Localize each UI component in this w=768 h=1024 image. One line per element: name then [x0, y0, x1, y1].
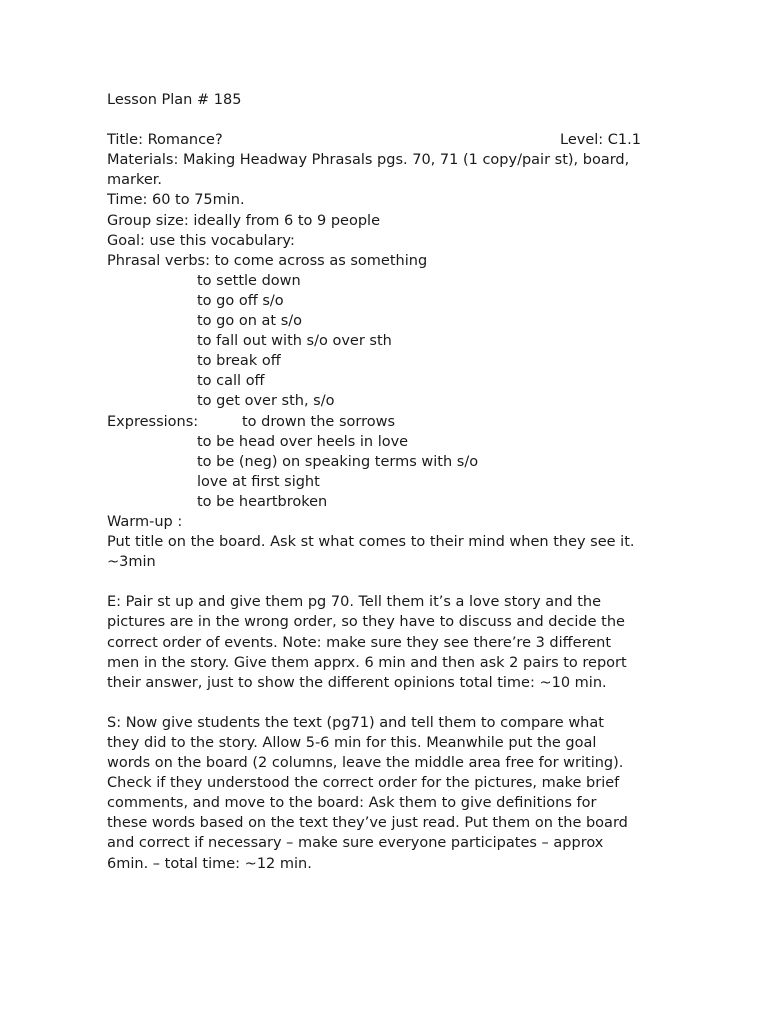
lesson-plan-heading: Lesson Plan # 185 — [107, 92, 242, 108]
phrasal-verb-item: to fall out with s/o over sth — [197, 333, 392, 350]
title-row — [107, 130, 667, 150]
phrasal-verb-item: to go off s/o — [197, 292, 284, 309]
expression-item: to drown the sorrows — [242, 413, 396, 430]
spacer — [107, 693, 667, 713]
expression-item: love at first sight — [197, 473, 320, 490]
group-size-line: Group size: ideally from 6 to 9 people — [107, 212, 380, 229]
phrasal-verb-item: to break off — [197, 353, 281, 370]
lesson-plan-document — [107, 90, 667, 874]
section-e-line: men in the story. Give them apprx. 6 min and then ask 2 pairs to report — [107, 654, 627, 671]
phrasal-verbs-first: Phrasal verbs: to come across as something — [107, 252, 428, 269]
phrasal-verb-item: to get over sth, s/o — [197, 393, 335, 410]
section-s-line: words on the board (2 columns, leave the middle area free for writing). — [107, 755, 624, 772]
section-s-line: Check if they understood the correct order for the pictures, make brief — [107, 775, 620, 792]
expression-item: to be head over heels in love — [197, 433, 409, 450]
section-s-line: S: Now give students the text (pg71) and tell them to compare what — [107, 714, 604, 731]
warm-up-label: Warm-up : — [107, 513, 183, 530]
section-s-line: comments, and move to the board: Ask them to give definitions for — [107, 795, 597, 812]
section-e-line: their answer, just to show the different opinions total time: ~10 min. — [107, 674, 607, 691]
expressions-first — [107, 412, 667, 432]
phrasal-verb-item: to go on at s/o — [197, 313, 303, 330]
goal-line: Goal: use this vocabulary: — [107, 232, 295, 249]
lesson-title: Title: Romance? — [107, 132, 223, 149]
time-line: Time: 60 to 75min. — [107, 192, 245, 209]
expressions-label: Expressions: — [107, 413, 199, 430]
spacer — [107, 572, 667, 592]
expression-item: to be heartbroken — [197, 493, 328, 510]
section-e-line: E: Pair st up and give them pg 70. Tell them it’s a love story and the — [107, 594, 601, 611]
materials-line: Materials: Making Headway Phrasals pgs. 70, 71 (1 copy/pair st), board, — [107, 152, 630, 169]
phrasal-verb-item: to call off — [197, 373, 265, 390]
section-s-line: they did to the story. Allow 5-6 min for this. Meanwhile put the goal — [107, 735, 597, 751]
expression-item: to be (neg) on speaking terms with s/o — [197, 453, 479, 470]
section-e-line: pictures are in the wrong order, so they have to discuss and decide the — [107, 614, 625, 631]
spacer — [107, 110, 667, 130]
materials-line: marker. — [107, 172, 163, 189]
lesson-level: Level: C1.1 — [560, 132, 641, 149]
warm-up-line: Put title on the board. Ask st what comes to their mind when they see it. — [107, 534, 635, 551]
section-s-line: 6min. – total time: ~12 min. — [107, 855, 312, 872]
warm-up-line: ~3min — [107, 554, 156, 571]
phrasal-verb-item: to settle down — [197, 272, 301, 289]
section-s-line: these words based on the text they’ve just read. Put them on the board — [107, 815, 628, 832]
section-e-line: correct order of events. Note: make sure they see there’re 3 different — [107, 634, 612, 651]
section-s-line: and correct if necessary – make sure everyone participates – approx — [107, 835, 604, 852]
